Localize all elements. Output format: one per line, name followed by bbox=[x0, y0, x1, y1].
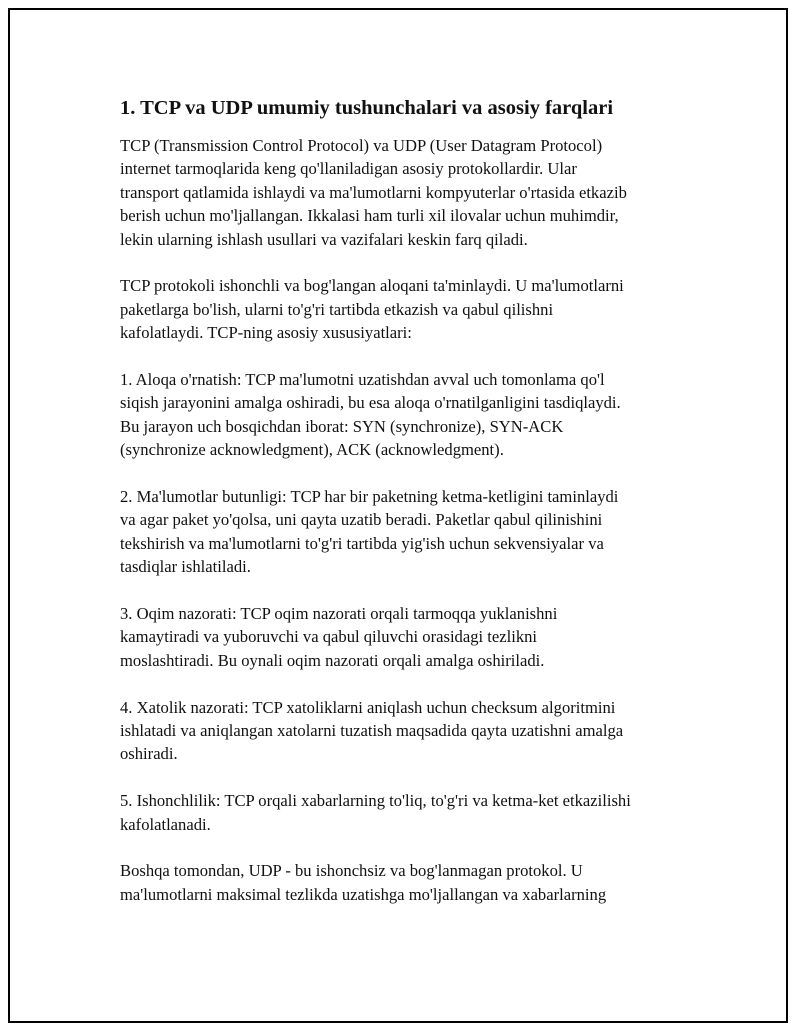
text-line: TCP protokoli ishonchli va bog'langan aloqani ta'minlaydi. U ma'lumotlarni bbox=[120, 276, 624, 296]
section-heading: 1. TCP va UDP umumiy tushunchalari va asosiy farqlari bbox=[120, 97, 614, 119]
text-line: paketlarga bo'lish, ularni to'g'ri tartibda etkazish va qabul qilishni bbox=[120, 299, 554, 319]
paragraph-udp-overview bbox=[120, 859, 720, 906]
text-line: 1. Aloqa o'rnatish: TCP ma'lumotni uzatishdan avval uch tomonlama qo'l bbox=[120, 370, 605, 390]
text-line: Boshqa tomondan, UDP - bu ishonchsiz va bog'lanmagan protokol. U bbox=[120, 861, 583, 881]
text-line: (synchronize acknowledgment), ACK (acknowledgment). bbox=[120, 440, 504, 460]
text-line: kafolatlanadi. bbox=[120, 814, 211, 834]
text-line: 5. Ishonchlilik: TCP orqali xabarlarning to'liq, to'g'ri va ketma-ket etkazilishi bbox=[120, 791, 631, 811]
text-line: kafolatlaydi. TCP-ning asosiy xususiyatlari: bbox=[120, 323, 412, 343]
text-line: kamaytiradi va yuboruvchi va qabul qiluvchi orasidagi tezlikni bbox=[120, 627, 538, 647]
text-line: tekshirish va ma'lumotlarni to'g'ri tartibda yig'ish uchun sekvensiyalar va bbox=[120, 533, 604, 553]
document-body bbox=[120, 94, 720, 930]
paragraph-item-4 bbox=[120, 696, 720, 766]
paragraph-item-1 bbox=[120, 368, 720, 462]
text-line: siqish jarayonini amalga oshiradi, bu esa aloqa o'rnatilganligini tasdiqlaydi. bbox=[120, 393, 621, 413]
document-page bbox=[8, 8, 788, 1023]
text-line: TCP (Transmission Control Protocol) va UDP (User Datagram Protocol) bbox=[120, 136, 603, 155]
paragraph-item-5 bbox=[120, 789, 720, 836]
text-line: ma'lumotlarni maksimal tezlikda uzatishga mo'ljallangan va xabarlarning bbox=[120, 884, 607, 904]
text-line: tasdiqlar ishlatiladi. bbox=[120, 557, 251, 577]
paragraph-intro bbox=[120, 134, 720, 251]
text-line: internet tarmoqlarida keng qo'llaniladigan asosiy protokollardir. Ular bbox=[120, 159, 577, 179]
paragraph-tcp-overview bbox=[120, 274, 720, 344]
text-line: Bu jarayon uch bosqichdan iborat: SYN (synchronize), SYN-ACK bbox=[120, 416, 564, 436]
text-line: transport qatlamida ishlaydi va ma'lumotlarni kompyuterlar o'rtasida etkazib bbox=[120, 182, 627, 202]
text-line: moslashtiradi. Bu oynali oqim nazorati orqali amalga oshiriladi. bbox=[120, 650, 545, 670]
text-line: oshiradi. bbox=[120, 744, 178, 764]
text-line: 2. Ma'lumotlar butunligi: TCP har bir paketning ketma-ketligini taminlaydi bbox=[120, 487, 619, 507]
text-line: lekin ularning ishlash usullari va vazifalari keskin farq qiladi. bbox=[120, 229, 528, 249]
text-line: 3. Oqim nazorati: TCP oqim nazorati orqali tarmoqqa yuklanishni bbox=[120, 604, 558, 624]
text-line: ishlatadi va aniqlangan xatolarni tuzatish maqsadida qayta uzatishni amalga bbox=[120, 721, 624, 741]
text-line: berish uchun mo'ljallangan. Ikkalasi ham turli xil ilovalar uchun muhimdir, bbox=[120, 206, 619, 226]
paragraph-item-3 bbox=[120, 602, 720, 672]
text-line: 4. Xatolik nazorati: TCP xatoliklarni aniqlash uchun checksum algoritmini bbox=[120, 697, 616, 717]
text-line: va agar paket yo'qolsa, uni qayta uzatib beradi. Paketlar qabul qilinishini bbox=[120, 510, 603, 530]
paragraph-item-2 bbox=[120, 485, 720, 579]
